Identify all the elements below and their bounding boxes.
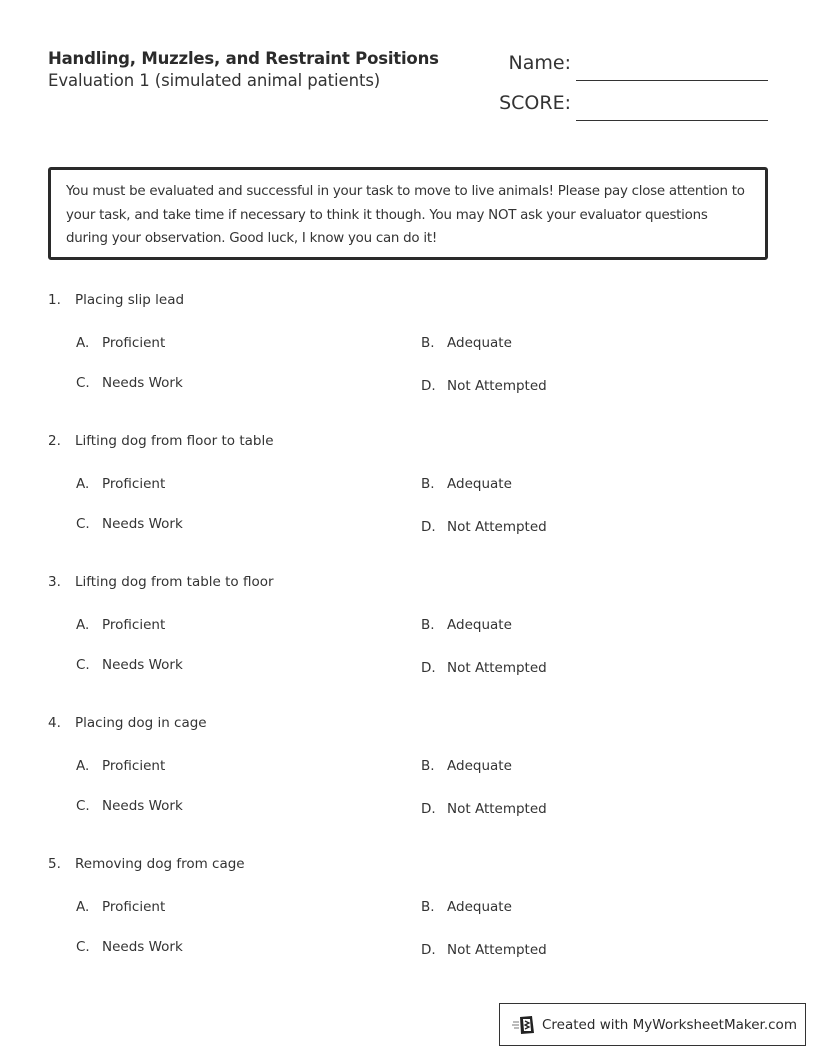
question-text: Lifting dog from floor to table bbox=[75, 433, 274, 449]
option-label: Not Attempted bbox=[447, 519, 547, 535]
option-b-adequate[interactable] bbox=[421, 899, 512, 915]
worksheet-title: Handling, Muzzles, and Restraint Positions bbox=[48, 49, 439, 68]
option-label: Adequate bbox=[447, 335, 512, 351]
option-a-proficient[interactable] bbox=[76, 758, 165, 774]
option-label: Not Attempted bbox=[447, 378, 547, 394]
option-letter: B. bbox=[421, 899, 435, 915]
question-number: 1. bbox=[48, 292, 61, 308]
option-letter: B. bbox=[421, 758, 435, 774]
option-letter: A. bbox=[76, 617, 90, 633]
option-letter: D. bbox=[421, 801, 436, 817]
option-d-not-attempted[interactable] bbox=[421, 660, 547, 676]
instructions-box bbox=[48, 167, 768, 260]
score-label: SCORE: bbox=[499, 92, 571, 114]
created-with-text: Created with MyWorksheetMaker.com bbox=[542, 1016, 797, 1033]
option-letter: A. bbox=[76, 476, 90, 492]
option-letter: C. bbox=[76, 798, 90, 814]
option-a-proficient[interactable] bbox=[76, 335, 165, 351]
option-label: Proficient bbox=[102, 899, 166, 915]
option-letter: D. bbox=[421, 519, 436, 535]
option-label: Needs Work bbox=[102, 375, 183, 391]
question-text: Placing slip lead bbox=[75, 292, 185, 308]
option-a-proficient[interactable] bbox=[76, 899, 165, 915]
option-b-adequate[interactable] bbox=[421, 476, 512, 492]
option-label: Adequate bbox=[447, 476, 512, 492]
option-label: Proficient bbox=[102, 617, 166, 633]
option-label: Not Attempted bbox=[447, 660, 547, 676]
option-b-adequate[interactable] bbox=[421, 617, 512, 633]
option-label: Adequate bbox=[447, 899, 512, 915]
question-number: 3. bbox=[48, 574, 61, 590]
option-a-proficient[interactable] bbox=[76, 617, 165, 633]
question-number: 5. bbox=[48, 856, 61, 872]
option-label: Adequate bbox=[447, 758, 512, 774]
question-text: Placing dog in cage bbox=[75, 715, 207, 731]
option-d-not-attempted[interactable] bbox=[421, 519, 547, 535]
option-label: Needs Work bbox=[102, 939, 183, 955]
option-letter: D. bbox=[421, 660, 436, 676]
option-c-needs-work[interactable] bbox=[76, 657, 183, 673]
option-label: Adequate bbox=[447, 617, 512, 633]
question-text: Removing dog from cage bbox=[75, 856, 245, 872]
option-letter: A. bbox=[76, 335, 90, 351]
option-letter: B. bbox=[421, 617, 435, 633]
option-letter: C. bbox=[76, 657, 90, 673]
option-b-adequate[interactable] bbox=[421, 758, 512, 774]
option-label: Needs Work bbox=[102, 516, 183, 532]
option-label: Proficient bbox=[102, 758, 166, 774]
score-field-line[interactable] bbox=[576, 120, 768, 121]
option-letter: D. bbox=[421, 942, 436, 958]
option-letter: B. bbox=[421, 335, 435, 351]
option-label: Needs Work bbox=[102, 798, 183, 814]
option-c-needs-work[interactable] bbox=[76, 939, 183, 955]
created-with-badge[interactable] bbox=[499, 1003, 806, 1046]
option-a-proficient[interactable] bbox=[76, 476, 165, 492]
option-label: Proficient bbox=[102, 335, 166, 351]
option-letter: A. bbox=[76, 758, 90, 774]
option-letter: D. bbox=[421, 378, 436, 394]
question-text: Lifting dog from table to floor bbox=[75, 574, 274, 590]
option-b-adequate[interactable] bbox=[421, 335, 512, 351]
option-letter: B. bbox=[421, 476, 435, 492]
option-d-not-attempted[interactable] bbox=[421, 801, 547, 817]
option-c-needs-work[interactable] bbox=[76, 798, 183, 814]
name-field-line[interactable] bbox=[576, 80, 768, 81]
option-label: Not Attempted bbox=[447, 942, 547, 958]
name-label: Name: bbox=[508, 52, 571, 74]
question-number: 2. bbox=[48, 433, 61, 449]
option-d-not-attempted[interactable] bbox=[421, 378, 547, 394]
option-letter: C. bbox=[76, 939, 90, 955]
worksheet-logo-icon bbox=[512, 1015, 536, 1035]
option-c-needs-work[interactable] bbox=[76, 375, 183, 391]
option-label: Proficient bbox=[102, 476, 166, 492]
instructions-text: You must be evaluated and successful in your task to move to live animals! Please pay close attention to your task, and take time if necessary to think it though. You may NOT ask your evaluator questions during your observation. Good luck, I know you can do it! bbox=[66, 184, 745, 246]
option-letter: C. bbox=[76, 516, 90, 532]
option-d-not-attempted[interactable] bbox=[421, 942, 547, 958]
worksheet-subtitle: Evaluation 1 (simulated animal patients) bbox=[48, 71, 381, 90]
option-label: Needs Work bbox=[102, 657, 183, 673]
option-label: Not Attempted bbox=[447, 801, 547, 817]
option-letter: A. bbox=[76, 899, 90, 915]
option-c-needs-work[interactable] bbox=[76, 516, 183, 532]
option-letter: C. bbox=[76, 375, 90, 391]
question-number: 4. bbox=[48, 715, 61, 731]
